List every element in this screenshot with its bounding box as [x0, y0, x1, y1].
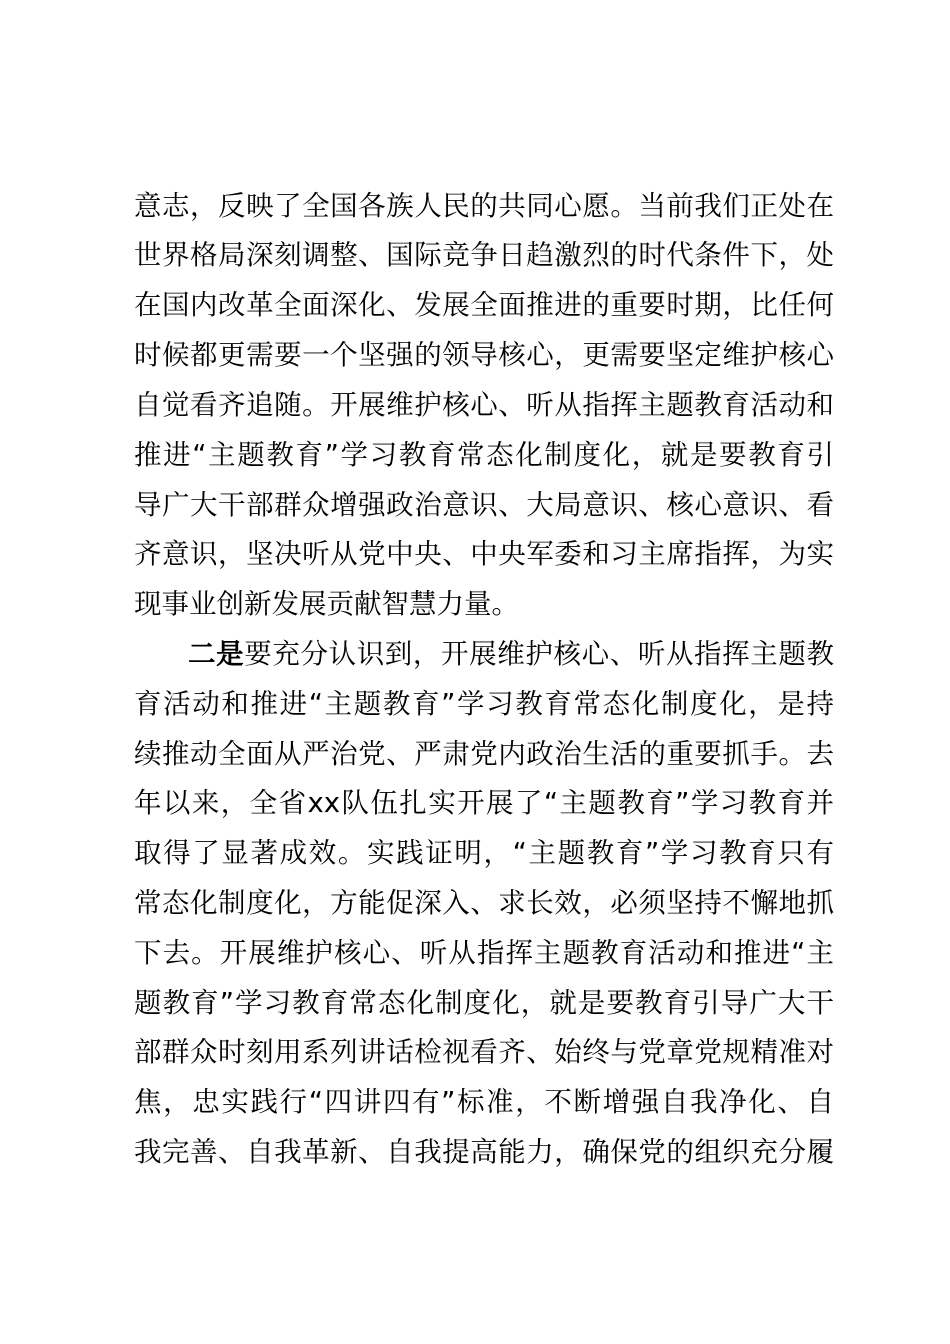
- paragraph-1-line-7: 导广大干部群众增强政治意识、大局意识、核心意识、看: [134, 489, 834, 521]
- paragraph-2-line-6: 常态化制度化，方能促深入、求长效，必须坚持不懈地抓: [134, 887, 834, 919]
- paragraph-2-first-line-text: 要充分认识到，开展维护核心、听从指挥主题教: [244, 638, 835, 670]
- paragraph-2-line-10: 焦，忠实践行“四讲四有”标准，不断增强自我净化、自: [134, 1086, 834, 1118]
- paragraph-2-line-9: 部群众时刻用系列讲话检视看齐、始终与党章党规精准对: [134, 1036, 834, 1068]
- paragraph-2-line-1: [188, 629, 834, 679]
- paragraph-1-line-5: 自觉看齐追随。开展维护核心、听从指挥主题教育活动和: [134, 389, 834, 421]
- paragraph-2-line-11: 我完善、自我革新、自我提高能力，确保党的组织充分履: [134, 1136, 834, 1168]
- paragraph-2-line-4: 年以来，全省xx队伍扎实开展了“主题教育”学习教育并: [134, 787, 834, 819]
- paragraph-2-line-7: 下去。开展维护核心、听从指挥主题教育活动和推进“主: [134, 937, 834, 969]
- paragraph-2-line-3: 续推动全面从严治党、严肃党内政治生活的重要抓手。去: [134, 738, 834, 770]
- paragraph-1-line-4: 时候都更需要一个坚强的领导核心，更需要坚定维护核心: [134, 339, 834, 371]
- paragraph-2-line-8: 题教育”学习教育常态化制度化，就是要教育引导广大干: [134, 987, 834, 1019]
- paragraph-1-line-2: 世界格局深刻调整、国际竞争日趋激烈的时代条件下，处: [134, 239, 834, 271]
- paragraph-1-line-1: 意志，反映了全国各族人民的共同心愿。当前我们正处在: [134, 190, 834, 222]
- paragraph-1-line-6: 推进“主题教育”学习教育常态化制度化，就是要教育引: [134, 439, 834, 471]
- paragraph-1-line-8: 齐意识，坚决听从党中央、中央军委和习主席指挥，为实: [134, 538, 834, 570]
- paragraph-2-lead: 二是: [188, 638, 245, 670]
- paragraph-1-line-3: 在国内改革全面深化、发展全面推进的重要时期，比任何: [134, 289, 834, 321]
- paragraph-2-line-5: 取得了显著成效。实践证明，“主题教育”学习教育只有: [134, 837, 834, 869]
- paragraph-1-line-9: 现事业创新发展贡献智慧力量。: [134, 588, 519, 620]
- paragraph-2-line-2: 育活动和推进“主题教育”学习教育常态化制度化，是持: [134, 688, 834, 720]
